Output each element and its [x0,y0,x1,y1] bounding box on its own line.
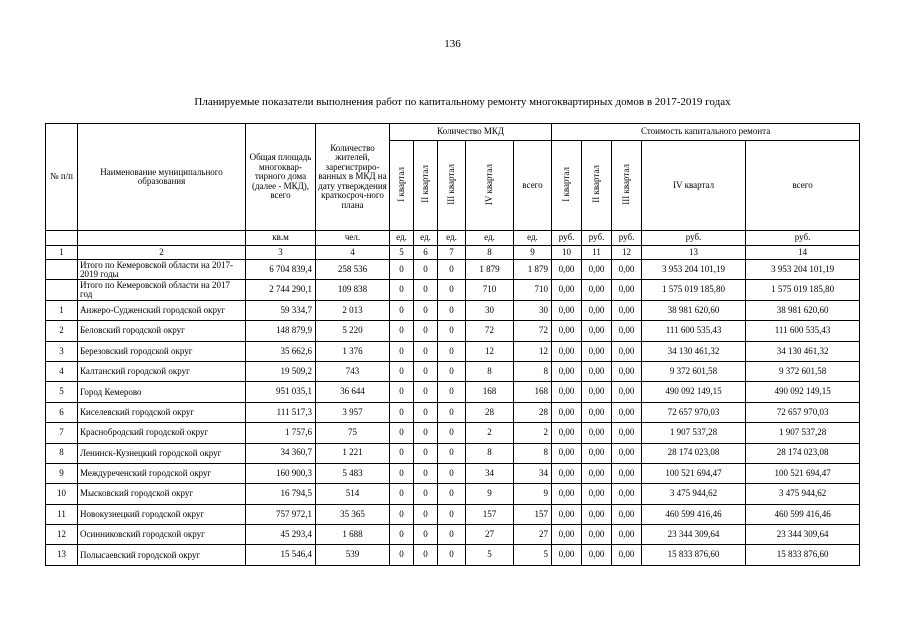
col-header-cost-q1 [552,141,582,231]
cost-total-value: 28 174 023,08 [746,443,860,463]
mkd-q1-value: 0 [390,341,414,361]
row-number [46,260,78,280]
col-group-mkd-count: Количество МКД [390,124,552,141]
column-numbers-row [46,246,860,260]
header-row-1 [46,124,860,141]
cost-q3-value: 0,00 [612,321,642,341]
area-value: 757 972,1 [246,504,316,524]
row-number: 3 [46,341,78,361]
mkd-total-value: 72 [514,321,552,341]
mkd-q3-value: 0 [438,382,466,402]
municipality-name: Беловский городской округ [78,321,246,341]
cost-q1-value: 0,00 [552,463,582,483]
mkd-total-value: 34 [514,463,552,483]
unit-mkd: ед. [466,231,514,246]
col-header-name: Наименование муниципального образования [78,124,246,231]
mkd-q2-label: II квартал [419,165,430,204]
area-value: 2 744 290,1 [246,280,316,300]
table-row [46,382,860,402]
row-number: 13 [46,545,78,565]
mkd-q4-value: 9 [466,484,514,504]
row-number: 11 [46,504,78,524]
cost-q1-value: 0,00 [552,443,582,463]
mkd-total-value: 2 [514,423,552,443]
cost-q3-value: 0,00 [612,361,642,381]
cost-q4-value: 490 092 149,15 [642,382,746,402]
area-value: 951 035,1 [246,382,316,402]
table-row [46,525,860,545]
row-number: 5 [46,382,78,402]
mkd-q1-value: 0 [390,545,414,565]
unit-area: кв.м [246,231,316,246]
residents-value: 109 838 [316,280,390,300]
row-number: 2 [46,321,78,341]
mkd-q4-value: 34 [466,463,514,483]
cost-q2-value: 0,00 [582,260,612,280]
mkd-q3-value: 0 [438,402,466,422]
mkd-q3-value: 0 [438,525,466,545]
mkd-q2-value: 0 [414,260,438,280]
mkd-q4-value: 168 [466,382,514,402]
cost-total-value: 490 092 149,15 [746,382,860,402]
column-number: 9 [514,246,552,260]
col-header-cost-total: всего [746,141,860,231]
mkd-q3-value: 0 [438,341,466,361]
mkd-q1-label: I квартал [395,166,406,202]
cost-q3-value: 0,00 [612,423,642,443]
cost-q2-label: II квартал [590,165,601,204]
residents-value: 5 483 [316,463,390,483]
cost-q2-value: 0,00 [582,280,612,300]
table-body [46,260,860,566]
mkd-q2-value: 0 [414,382,438,402]
mkd-q2-value: 0 [414,423,438,443]
col-header-residents: Количество жителей, зарегистриро-ванных в МКД на дату утверждения краткосроч-ного плана [316,124,390,231]
mkd-q4-value: 1 879 [466,260,514,280]
unit-rub: руб. [582,231,612,246]
cost-total-value: 1 907 537,28 [746,423,860,443]
cost-q2-value: 0,00 [582,402,612,422]
cost-q4-value: 38 981 620,60 [642,300,746,320]
table-row [46,361,860,381]
cost-q1-value: 0,00 [552,402,582,422]
cost-total-value: 15 833 876,60 [746,545,860,565]
mkd-total-value: 710 [514,280,552,300]
mkd-q4-value: 72 [466,321,514,341]
cost-total-value: 3 475 944,62 [746,484,860,504]
cost-q1-value: 0,00 [552,280,582,300]
col-header-num: № п/п [46,124,78,231]
unit-mkd: ед. [390,231,414,246]
col-header-mkd-q4 [466,141,514,231]
mkd-q3-value: 0 [438,423,466,443]
cost-q1-value: 0,00 [552,484,582,504]
residents-value: 3 957 [316,402,390,422]
column-number: 3 [246,246,316,260]
cost-total-value: 9 372 601,58 [746,361,860,381]
mkd-total-value: 168 [514,382,552,402]
cost-q4-value: 1 575 019 185,80 [642,280,746,300]
area-value: 6 704 839,4 [246,260,316,280]
mkd-q3-value: 0 [438,260,466,280]
cost-q3-value: 0,00 [612,525,642,545]
row-number [46,280,78,300]
cost-q4-value: 15 833 876,60 [642,545,746,565]
cost-q1-label: I квартал [560,166,571,202]
unit-rub: руб. [642,231,746,246]
mkd-total-value: 157 [514,504,552,524]
cost-total-value: 38 981 620,60 [746,300,860,320]
table-row [46,545,860,565]
document-title: Планируемые показатели выполнения работ по капитальному ремонту многоквартирных домов в 2017-2019 годах [194,96,731,108]
mkd-q1-value: 0 [390,402,414,422]
mkd-q2-value: 0 [414,545,438,565]
table-row [46,484,860,504]
cost-q4-value: 23 344 309,64 [642,525,746,545]
residents-value: 1 688 [316,525,390,545]
mkd-q3-value: 0 [438,321,466,341]
municipality-name: Киселевский городской округ [78,402,246,422]
area-value: 35 662,6 [246,341,316,361]
col-header-mkd-q3 [438,141,466,231]
mkd-q2-value: 0 [414,341,438,361]
cost-q2-value: 0,00 [582,361,612,381]
mkd-q2-value: 0 [414,300,438,320]
cost-q1-value: 0,00 [552,260,582,280]
mkd-q3-value: 0 [438,504,466,524]
mkd-q4-value: 5 [466,545,514,565]
area-value: 160 900,3 [246,463,316,483]
municipality-name: Итого по Кемеровской области на 2017-2019 годы [78,260,246,280]
cost-q3-value: 0,00 [612,341,642,361]
mkd-q2-value: 0 [414,504,438,524]
table-row [46,300,860,320]
column-number: 13 [642,246,746,260]
mkd-q4-value: 2 [466,423,514,443]
column-number: 12 [612,246,642,260]
mkd-q1-value: 0 [390,484,414,504]
column-number: 7 [438,246,466,260]
mkd-q1-value: 0 [390,382,414,402]
mkd-q2-value: 0 [414,525,438,545]
row-number: 10 [46,484,78,504]
mkd-q4-value: 157 [466,504,514,524]
cost-q4-value: 9 372 601,58 [642,361,746,381]
cost-q2-value: 0,00 [582,423,612,443]
cost-total-value: 111 600 535,43 [746,321,860,341]
row-number: 6 [46,402,78,422]
column-number: 1 [46,246,78,260]
area-value: 34 360,7 [246,443,316,463]
column-number: 11 [582,246,612,260]
municipality-name: Мысковский городской округ [78,484,246,504]
column-number: 14 [746,246,860,260]
residents-value: 514 [316,484,390,504]
mkd-q3-label: III квартал [445,163,456,205]
cost-q1-value: 0,00 [552,382,582,402]
area-value: 1 757,6 [246,423,316,443]
cost-total-value: 72 657 970,03 [746,402,860,422]
row-number: 12 [46,525,78,545]
table-row [46,402,860,422]
mkd-q2-value: 0 [414,463,438,483]
unit-mkd: ед. [414,231,438,246]
mkd-q2-value: 0 [414,484,438,504]
cost-q4-value: 72 657 970,03 [642,402,746,422]
residents-value: 1 221 [316,443,390,463]
mkd-q1-value: 0 [390,463,414,483]
cost-q4-value: 3 953 204 101,19 [642,260,746,280]
mkd-q3-value: 0 [438,545,466,565]
unit-cell [78,231,246,246]
unit-rub: руб. [552,231,582,246]
mkd-q3-value: 0 [438,443,466,463]
municipality-name: Междуреченский городской округ [78,463,246,483]
capital-repair-table [45,123,860,566]
table-row [46,260,860,280]
table-row [46,443,860,463]
cost-q3-value: 0,00 [612,402,642,422]
unit-cell [46,231,78,246]
mkd-total-value: 9 [514,484,552,504]
cost-q3-value: 0,00 [612,260,642,280]
municipality-name: Калтанский городской округ [78,361,246,381]
column-number: 2 [78,246,246,260]
municipality-name: Полысаевский городской округ [78,545,246,565]
area-value: 148 879,9 [246,321,316,341]
cost-q1-value: 0,00 [552,504,582,524]
row-number: 8 [46,443,78,463]
units-row [46,231,860,246]
mkd-q3-value: 0 [438,280,466,300]
residents-value: 258 536 [316,260,390,280]
municipality-name: Анжеро-Судженский городской округ [78,300,246,320]
col-header-cost-q2 [582,141,612,231]
municipality-name: Город Кемерово [78,382,246,402]
mkd-q4-value: 27 [466,525,514,545]
table-row [46,463,860,483]
mkd-q3-value: 0 [438,361,466,381]
residents-value: 1 376 [316,341,390,361]
cost-q1-value: 0,00 [552,341,582,361]
residents-value: 2 013 [316,300,390,320]
mkd-q1-value: 0 [390,321,414,341]
col-header-area: Общая площадь многоквар-тирного дома (далее - МКД), всего [246,124,316,231]
col-header-mkd-q1 [390,141,414,231]
mkd-q1-value: 0 [390,443,414,463]
mkd-q3-value: 0 [438,484,466,504]
mkd-q1-value: 0 [390,504,414,524]
cost-q2-value: 0,00 [582,525,612,545]
mkd-total-value: 8 [514,443,552,463]
mkd-q4-value: 28 [466,402,514,422]
cost-q1-value: 0,00 [552,423,582,443]
row-number: 1 [46,300,78,320]
area-value: 45 293,4 [246,525,316,545]
municipality-name: Итого по Кемеровской области на 2017 год [78,280,246,300]
mkd-q4-value: 12 [466,341,514,361]
residents-value: 5 220 [316,321,390,341]
row-number: 7 [46,423,78,443]
mkd-q2-value: 0 [414,361,438,381]
mkd-total-value: 12 [514,341,552,361]
cost-q2-value: 0,00 [582,382,612,402]
cost-q1-value: 0,00 [552,300,582,320]
row-number: 9 [46,463,78,483]
cost-total-value: 34 130 461,32 [746,341,860,361]
cost-q4-value: 460 599 416,46 [642,504,746,524]
cost-q2-value: 0,00 [582,341,612,361]
table-row [46,504,860,524]
mkd-q4-value: 30 [466,300,514,320]
mkd-q1-value: 0 [390,260,414,280]
mkd-total-value: 30 [514,300,552,320]
cost-q1-value: 0,00 [552,545,582,565]
table-row [46,280,860,300]
cost-q3-value: 0,00 [612,463,642,483]
municipality-name: Краснобродский городской округ [78,423,246,443]
mkd-q1-value: 0 [390,361,414,381]
unit-rub: руб. [746,231,860,246]
mkd-total-value: 8 [514,361,552,381]
unit-mkd: ед. [438,231,466,246]
municipality-name: Осинниковский городской округ [78,525,246,545]
municipality-name: Березовский городской округ [78,341,246,361]
table-row [46,341,860,361]
cost-q4-value: 1 907 537,28 [642,423,746,443]
column-number: 4 [316,246,390,260]
mkd-q3-value: 0 [438,463,466,483]
mkd-total-value: 28 [514,402,552,422]
mkd-total-value: 1 879 [514,260,552,280]
residents-value: 35 365 [316,504,390,524]
cost-q1-value: 0,00 [552,321,582,341]
residents-value: 75 [316,423,390,443]
col-header-mkd-total: всего [514,141,552,231]
residents-value: 743 [316,361,390,381]
cost-total-value: 100 521 694,47 [746,463,860,483]
unit-rub: руб. [612,231,642,246]
cost-q2-value: 0,00 [582,300,612,320]
cost-q4-value: 100 521 694,47 [642,463,746,483]
column-number: 5 [390,246,414,260]
cost-q2-value: 0,00 [582,484,612,504]
mkd-q1-value: 0 [390,423,414,443]
cost-total-value: 3 953 204 101,19 [746,260,860,280]
area-value: 16 794,5 [246,484,316,504]
cost-total-value: 1 575 019 185,80 [746,280,860,300]
cost-q4-value: 111 600 535,43 [642,321,746,341]
cost-total-value: 23 344 309,64 [746,525,860,545]
col-header-cost-q3 [612,141,642,231]
column-number: 10 [552,246,582,260]
cost-q4-value: 3 475 944,62 [642,484,746,504]
mkd-q1-value: 0 [390,300,414,320]
cost-q2-value: 0,00 [582,443,612,463]
row-number: 4 [46,361,78,381]
cost-q2-value: 0,00 [582,321,612,341]
cost-q3-value: 0,00 [612,280,642,300]
mkd-q4-label: IV квартал [483,163,494,205]
cost-q3-value: 0,00 [612,545,642,565]
mkd-q2-value: 0 [414,280,438,300]
mkd-total-value: 5 [514,545,552,565]
table-row [46,423,860,443]
area-value: 111 517,3 [246,402,316,422]
cost-q2-value: 0,00 [582,504,612,524]
mkd-q3-value: 0 [438,300,466,320]
mkd-q1-value: 0 [390,280,414,300]
column-number: 8 [466,246,514,260]
cost-q4-value: 28 174 023,08 [642,443,746,463]
mkd-q1-value: 0 [390,525,414,545]
residents-value: 539 [316,545,390,565]
mkd-q2-value: 0 [414,402,438,422]
mkd-total-value: 27 [514,525,552,545]
cost-q2-value: 0,00 [582,545,612,565]
mkd-q4-value: 8 [466,361,514,381]
cost-q4-value: 34 130 461,32 [642,341,746,361]
area-value: 59 334,7 [246,300,316,320]
unit-mkd: ед. [514,231,552,246]
cost-q1-value: 0,00 [552,525,582,545]
cost-q3-value: 0,00 [612,504,642,524]
municipality-name: Новокузнецкий городской округ [78,504,246,524]
mkd-q2-value: 0 [414,321,438,341]
cost-q3-value: 0,00 [612,443,642,463]
mkd-q4-value: 8 [466,443,514,463]
page-number: 136 [444,38,461,50]
unit-residents: чел. [316,231,390,246]
mkd-q4-value: 710 [466,280,514,300]
municipality-name: Ленинск-Кузнецкий городской округ [78,443,246,463]
cost-q1-value: 0,00 [552,361,582,381]
col-header-cost-q4: IV квартал [642,141,746,231]
cost-q2-value: 0,00 [582,463,612,483]
cost-q3-value: 0,00 [612,382,642,402]
residents-value: 36 644 [316,382,390,402]
col-group-repair-cost: Стоимость капитального ремонта [552,124,860,141]
table-row [46,321,860,341]
area-value: 15 546,4 [246,545,316,565]
cost-q3-value: 0,00 [612,300,642,320]
area-value: 19 509,2 [246,361,316,381]
column-number: 6 [414,246,438,260]
cost-total-value: 460 599 416,46 [746,504,860,524]
cost-q3-label: III квартал [620,163,631,205]
cost-q3-value: 0,00 [612,484,642,504]
col-header-mkd-q2 [414,141,438,231]
mkd-q2-value: 0 [414,443,438,463]
